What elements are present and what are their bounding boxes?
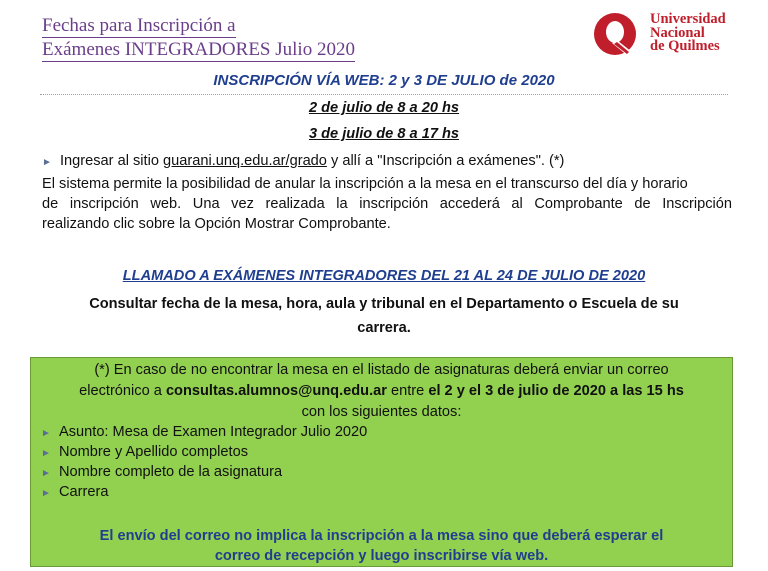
notice-note-line-1: El envío del correo no implica la inscripción a la mesa sino que deberá esperar el <box>99 528 664 544</box>
bullet-arrow-icon: ► <box>41 488 51 499</box>
quilmes-q-logo-icon <box>588 10 644 58</box>
consult-instructions: Consultar fecha de la mesa, hora, aula y tribunal en el Departamento o Escuela de su carrera. <box>89 296 679 336</box>
list-item: ► Carrera <box>41 484 109 500</box>
instruction-bullet: ► Ingresar al sitio guarani.unq.edu.ar/grado y allí a "Inscripción a exámenes". (*) <box>42 151 732 173</box>
date-july-2: 2 de julio de 8 a 20 hs <box>308 100 460 116</box>
page-title <box>42 14 355 62</box>
list-item: ► Asunto: Mesa de Examen Integrador Julio 2020 <box>41 424 368 440</box>
list-item: ► Nombre y Apellido completos <box>41 444 248 460</box>
bullet-arrow-icon: ► <box>42 157 52 168</box>
email-notice-box <box>30 357 733 567</box>
logo-wordmark: Universidad Nacional de Quilmes <box>650 11 726 54</box>
date-july-3: 3 de julio de 8 a 17 hs <box>308 126 460 142</box>
dotted-divider <box>40 94 728 95</box>
bullet-arrow-icon: ► <box>41 448 51 459</box>
contact-email[interactable]: consultas.alumnos@unq.edu.ar <box>165 383 387 399</box>
notice-note-line-2: correo de recepción y luego inscribirse vía web. <box>214 548 549 564</box>
bullet-arrow-icon: ► <box>41 428 51 439</box>
title-line-1: Fechas para Inscripción a <box>42 15 236 36</box>
notice-line-1: (*) En caso de no encontrar la mesa en el listado de asignaturas deberá enviar un correo <box>94 362 669 378</box>
exam-call-heading: LLAMADO A EXÁMENES INTEGRADORES DEL 21 AL 24 DE JULIO DE 2020 <box>122 268 646 284</box>
title-line-2: Exámenes INTEGRADORES Julio 2020 <box>42 39 355 60</box>
bullet-arrow-icon: ► <box>41 468 51 479</box>
university-logo <box>588 10 760 58</box>
guarani-link[interactable]: guarani.unq.edu.ar/grado <box>163 153 327 169</box>
list-item: ► Nombre completo de la asignatura <box>41 464 283 480</box>
notice-line-2: electrónico a consultas.alumnos@unq.edu.ar entre el 2 y el 3 de julio de 2020 a las 15 hs <box>79 383 684 399</box>
web-inscription-heading: INSCRIPCIÓN VÍA WEB: 2 y 3 DE JULIO de 2020 <box>213 72 555 89</box>
system-description: El sistema permite la posibilidad de anular la inscripción a la mesa en el transcurso del día y horario de inscripción web. Una vez realizada la inscripción accederá al Comprobante de Inscripción realizando clic sobre la Opción Mostrar Comprobante. <box>42 176 732 232</box>
notice-line-3: con los siguientes datos: <box>301 404 462 420</box>
